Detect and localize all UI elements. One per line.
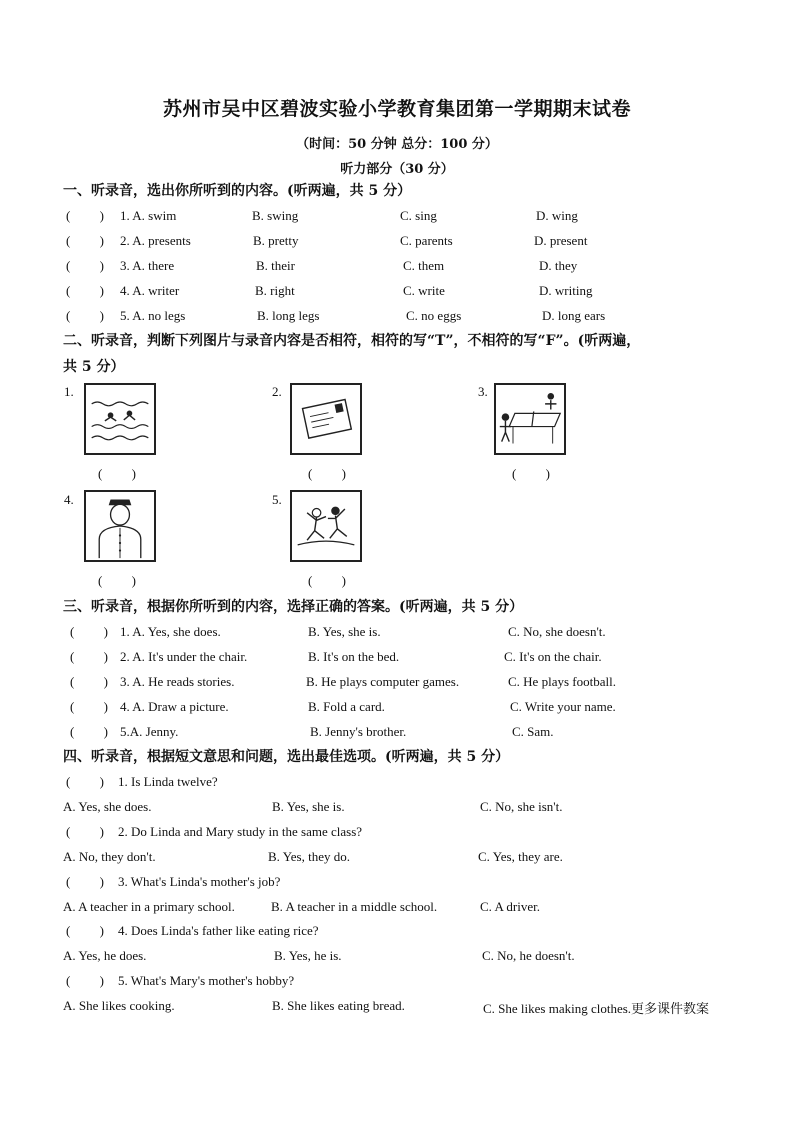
option-a: 1. A. swim: [120, 208, 177, 223]
answer-blank[interactable]: ( ): [70, 699, 108, 714]
section-2-heading: [63, 328, 753, 380]
option-c: C. A driver.: [480, 899, 540, 914]
picture-number: 2.: [272, 384, 282, 399]
option-b: B. right: [255, 283, 295, 298]
option-c: C. Yes, they are.: [478, 849, 563, 864]
answer-blank[interactable]: ( ): [66, 308, 104, 323]
option-b: B. He plays computer games.: [306, 674, 460, 689]
answer-blank[interactable]: ( ): [70, 674, 108, 689]
answer-blank[interactable]: ( ): [66, 233, 104, 248]
letter-envelope-picture: [290, 383, 362, 455]
answer-blank[interactable]: ( ): [308, 573, 346, 588]
section-3-heading: 三、听录音，根据你所听到的内容，选择正确的答案。(听两遍，共 5 分）: [63, 599, 524, 615]
answer-blank[interactable]: ( ): [70, 624, 108, 639]
table-tennis-picture: [494, 383, 566, 455]
section-4-heading: 四、听录音，根据短文意思和问题，选出最佳选项。(听两遍，共 5 分）: [63, 749, 510, 765]
option-b: B. Fold a card.: [308, 699, 385, 714]
answer-blank[interactable]: ( ): [98, 573, 136, 588]
option-a: 4. A. Draw a picture.: [120, 699, 229, 714]
option-a: A. Yes, he does.: [63, 948, 147, 963]
picture-number: 4.: [64, 492, 74, 507]
question-text: 4. Does Linda's father like eating rice?: [118, 923, 319, 938]
option-c: C. write: [403, 283, 445, 298]
section-1-heading: 一、听录音，选出你所听到的内容。(听两遍，共 5 分）: [63, 183, 412, 199]
option-b: B. swing: [252, 208, 299, 223]
option-b: B. pretty: [253, 233, 299, 248]
option-a: 2. A. It's under the chair.: [120, 649, 248, 664]
question-text: 5. What's Mary's mother's hobby?: [118, 973, 295, 988]
picture-number: 5.: [272, 492, 282, 507]
option-a: 3. A. He reads stories.: [120, 674, 235, 689]
option-b: B. their: [256, 258, 295, 273]
exam-title: 苏州市吴中区碧波实验小学教育集团第一学期期末试卷: [162, 98, 631, 120]
answer-blank[interactable]: ( ): [66, 774, 104, 789]
answer-blank[interactable]: ( ): [70, 649, 108, 664]
question-text: 2. Do Linda and Mary study in the same class?: [118, 824, 363, 839]
picture-number: 1.: [64, 384, 74, 399]
option-c: C. No, he doesn't.: [482, 948, 575, 963]
option-c: C. Sam.: [512, 724, 554, 739]
man-in-uniform-picture: [84, 490, 156, 562]
option-b: B. Jenny's brother.: [310, 724, 407, 739]
option-c: C. No, she doesn't.: [508, 624, 606, 639]
question-text: 1. Is Linda twelve?: [118, 774, 218, 789]
option-a: 2. A. presents: [120, 233, 191, 248]
answer-blank[interactable]: ( ): [66, 874, 104, 889]
option-b: B. A teacher in a middle school.: [271, 899, 438, 914]
option-b: B. She likes eating bread.: [272, 998, 405, 1013]
option-c: C. parents: [400, 233, 453, 248]
answer-blank[interactable]: ( ): [66, 208, 104, 223]
option-c: C. them: [403, 258, 445, 273]
option-c: C. No, she isn't.: [480, 799, 563, 814]
answer-blank[interactable]: ( ): [66, 283, 104, 298]
question-text: 3. What's Linda's mother's job?: [118, 874, 281, 889]
option-c: C. He plays football.: [508, 674, 616, 689]
answer-blank[interactable]: ( ): [66, 973, 104, 988]
answer-blank[interactable]: ( ): [66, 824, 104, 839]
option-a: A. Yes, she does.: [63, 799, 152, 814]
answer-blank[interactable]: ( ): [70, 724, 108, 739]
option-c: C. It's on the chair.: [504, 649, 602, 664]
answer-blank[interactable]: ( ): [308, 466, 346, 481]
section-2-heading-line1: 二、听录音，判断下列图片与录音内容是否相符，相符的写“T”，不相符的写“F”。(听两遍，: [63, 333, 641, 349]
option-b: B. Yes, she is.: [308, 624, 381, 639]
answer-blank[interactable]: ( ): [66, 258, 104, 273]
option-b: B. long legs: [257, 308, 320, 323]
option-d: D. present: [534, 233, 588, 248]
exam-time-info: （时间：50 分钟 总分：100 分）: [296, 137, 498, 152]
option-b: B. Yes, they do.: [268, 849, 350, 864]
children-dancing-picture: [290, 490, 362, 562]
option-a: 3. A. there: [120, 258, 175, 273]
option-d: D. long ears: [542, 308, 606, 323]
section-2-heading-line2: 共 5 分）: [63, 359, 125, 375]
option-a: 4. A. writer: [120, 283, 180, 298]
listening-section-header: 听力部分（30 分）: [340, 162, 454, 177]
option-c: C. sing: [400, 208, 437, 223]
option-a: A. She likes cooking.: [63, 998, 175, 1013]
option-a: 5. A. no legs: [120, 308, 186, 323]
option-a: 1. A. Yes, she does.: [120, 624, 221, 639]
option-c: C. Write your name.: [510, 699, 616, 714]
option-a: A. A teacher in a primary school.: [63, 899, 235, 914]
option-a: 5.A. Jenny.: [120, 724, 179, 739]
option-b: B. Yes, he is.: [274, 948, 342, 963]
picture-number: 3.: [478, 384, 488, 399]
option-b: B. Yes, she is.: [272, 799, 345, 814]
option-d: D. wing: [536, 208, 578, 223]
answer-blank[interactable]: ( ): [98, 466, 136, 481]
answer-blank[interactable]: ( ): [66, 923, 104, 938]
option-c: C. no eggs: [406, 308, 462, 323]
option-d: D. writing: [539, 283, 593, 298]
option-d: D. they: [539, 258, 578, 273]
swimming-river-picture: [84, 383, 156, 455]
option-a: A. No, they don't.: [63, 849, 156, 864]
option-c: C. She likes making clothes.更多课件教案: [483, 1001, 710, 1016]
answer-blank[interactable]: ( ): [512, 466, 550, 481]
option-b: B. It's on the bed.: [308, 649, 400, 664]
